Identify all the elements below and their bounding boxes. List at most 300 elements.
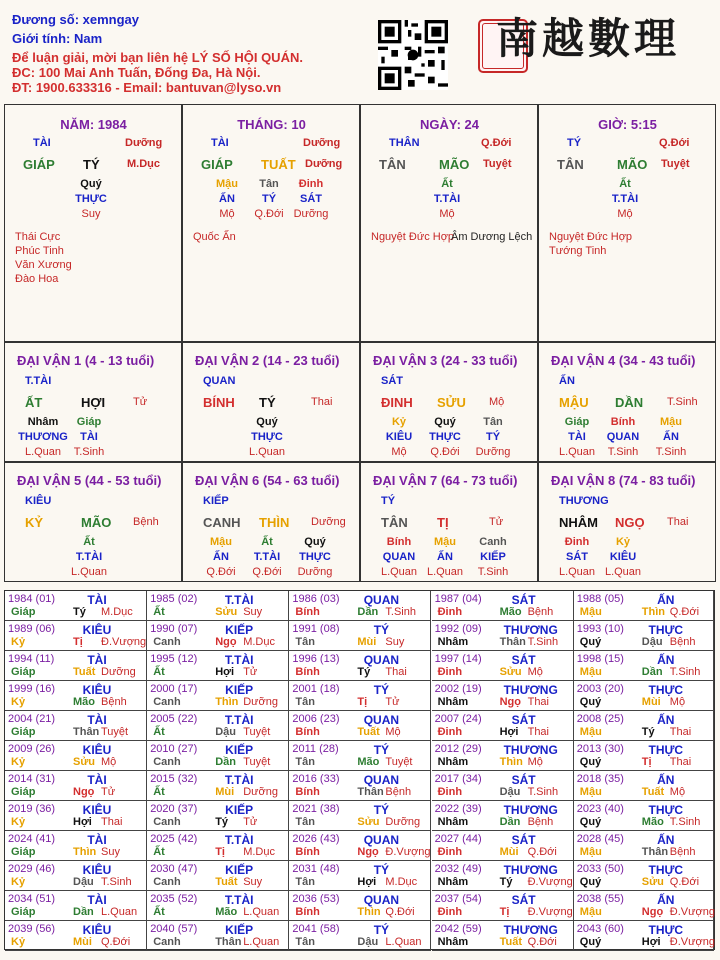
year-label: 2018 (35) (576, 773, 624, 785)
year-star: SÁT (511, 773, 536, 787)
year-can: Ất (153, 846, 165, 858)
year-star: QUAN (363, 893, 400, 907)
year-life-stage: Bệnh (527, 606, 554, 618)
special-star: Tướng Tinh (549, 245, 607, 257)
year-chi: Tý (641, 726, 655, 738)
dai-van-star: TÝ (381, 495, 396, 507)
year-chi: Hợi (357, 876, 377, 888)
year-life-stage: Tử (243, 816, 258, 828)
hidden-stem: Bính (386, 536, 412, 548)
hidden-stem: Ất (441, 178, 453, 190)
year-chi: Sửu (499, 666, 522, 678)
ten-god: ẤN (213, 551, 229, 563)
year-star: ẤN (657, 713, 675, 727)
special-star: Nguyệt Đức Hợp (371, 231, 455, 243)
year-label: 2028 (45) (576, 833, 624, 845)
special-star: Quốc Ấn (193, 231, 236, 243)
year-chi: Thìn (215, 696, 239, 708)
year-star: KIẾP (225, 743, 254, 757)
year-life-stage: Mộ (101, 756, 117, 768)
dai-van-phase: Thai (667, 516, 689, 528)
year-star: SÁT (511, 713, 536, 727)
year-label: 2009 (26) (8, 743, 56, 755)
year-chi: Ngọ (357, 846, 379, 858)
life-stage: L.Quan (248, 446, 286, 458)
year-cell (432, 591, 574, 621)
year-cell (574, 771, 714, 801)
year-can: Tân (295, 756, 315, 768)
year-cell (574, 651, 714, 681)
year-can: Giáp (11, 786, 36, 798)
year-label: 2003 (20) (576, 683, 624, 695)
year-cell (289, 801, 431, 831)
year-star: TÀI (87, 653, 107, 667)
ten-god: THỰC (251, 431, 283, 443)
year-chi: Mùi (641, 696, 661, 708)
dai-van-chi: THÌN (259, 515, 290, 530)
life-stage: L.Quan (380, 566, 418, 578)
year-life-stage: Đ.Vượng (101, 636, 147, 648)
year-can: Quý (579, 696, 602, 708)
year-cell (432, 801, 574, 831)
life-stage: L.Quan (426, 566, 464, 578)
year-life-stage: Q.Đới (101, 936, 131, 948)
year-can: Ất (153, 606, 165, 618)
year-chi: Tý (215, 816, 229, 828)
year-star: TÝ (373, 863, 390, 877)
year-can: Ất (153, 666, 165, 678)
year-cell (432, 861, 574, 891)
year-star: KIÊU (82, 803, 112, 817)
year-can: Mậu (579, 726, 602, 738)
year-star: TÝ (373, 623, 390, 637)
year-chi: Thân (499, 636, 526, 648)
dai-van-box (4, 342, 182, 462)
dai-van-box (538, 462, 716, 582)
year-cell (289, 891, 431, 921)
year-label: 2023 (40) (576, 803, 624, 815)
year-star: KIẾP (225, 683, 254, 697)
hidden-stem: Quý (80, 178, 102, 190)
dai-van-can: TÂN (381, 515, 408, 530)
year-cell (5, 771, 147, 801)
ten-god: ẤN (219, 193, 235, 205)
year-chi: Mão (215, 906, 238, 918)
qr-code-icon[interactable] (378, 20, 448, 90)
pillar-chi: TUẤT (261, 157, 296, 172)
dai-van-can: BÍNH (203, 395, 235, 410)
ten-god: TÀI (568, 431, 586, 443)
year-label: 2043 (60) (576, 923, 624, 935)
pillar-title: NGÀY: 24 (420, 117, 479, 132)
year-can: Quý (579, 936, 602, 948)
year-life-stage: Tử (243, 666, 258, 678)
year-chi: Sửu (357, 816, 380, 828)
year-cell (574, 861, 714, 891)
year-label: 2008 (25) (576, 713, 624, 725)
pillar-star-note: Dưỡng (125, 137, 163, 149)
life-stage: T.Sinh (477, 566, 509, 578)
year-star: TÀI (87, 893, 107, 907)
year-chi: Tị (357, 696, 368, 708)
year-cell (5, 741, 147, 771)
hidden-stem: Giáp (564, 416, 590, 428)
year-star: KIẾP (225, 623, 254, 637)
year-cell (147, 681, 289, 711)
year-label: 2034 (51) (8, 893, 56, 905)
dai-van-star: T.TÀI (25, 375, 52, 387)
hidden-stem: Mậu (210, 536, 232, 548)
hidden-stem: Kỷ (391, 416, 407, 428)
year-label: 1993 (10) (576, 623, 624, 635)
year-life-stage: Suy (243, 876, 263, 888)
year-star: TÀI (87, 833, 107, 847)
year-can: Tân (295, 816, 315, 828)
dai-van-star: KIẾP (203, 495, 229, 507)
dai-van-box (360, 462, 538, 582)
dai-van-star: ẤN (559, 375, 575, 387)
year-life-stage: Mộ (669, 696, 686, 708)
year-label: 2030 (47) (150, 863, 198, 875)
dai-van-phase: T.Sinh (667, 396, 698, 408)
year-star: THƯƠNG (503, 683, 558, 697)
pillar-box (4, 104, 182, 342)
year-cell (147, 591, 289, 621)
year-star: THƯƠNG (503, 863, 558, 877)
year-star: KIÊU (82, 623, 112, 637)
pillar-can: GIÁP (201, 157, 233, 172)
year-label: 1984 (01) (8, 593, 56, 605)
year-can: Mậu (579, 786, 602, 798)
year-label: 1999 (16) (8, 683, 56, 695)
year-chi: Tuất (73, 666, 96, 678)
year-life-stage: Bệnh (669, 846, 696, 858)
year-star: ẤN (657, 653, 675, 667)
year-star: TÝ (373, 683, 390, 697)
year-star: THƯƠNG (503, 743, 558, 757)
year-star: SÁT (511, 593, 536, 607)
year-label: 2024 (41) (8, 833, 56, 845)
dai-van-can: ĐINH (381, 395, 413, 410)
year-can: Kỷ (11, 756, 26, 768)
year-cell (289, 771, 431, 801)
dai-van-star: SÁT (381, 375, 403, 387)
hidden-stem: Quý (304, 536, 326, 548)
year-cell (574, 891, 714, 921)
year-life-stage: L.Quan (101, 906, 138, 918)
year-can: Nhâm (437, 816, 469, 828)
year-life-stage: Tuyệt (243, 756, 271, 768)
hidden-stem: Giáp (76, 416, 102, 428)
year-chi: Thân (357, 786, 384, 798)
year-chi: Ngọ (73, 786, 95, 798)
year-star: KIẾP (225, 803, 254, 817)
year-star: ẤN (657, 893, 675, 907)
year-label: 2005 (22) (150, 713, 198, 725)
year-chi: Hợi (73, 816, 92, 828)
year-chi: Hợi (499, 726, 519, 738)
year-label: 2038 (55) (576, 893, 624, 905)
annual-luck-grid (4, 590, 715, 950)
life-stage: L.Quan (24, 446, 62, 458)
year-life-stage: Mộ (669, 786, 686, 798)
year-cell (432, 741, 574, 771)
pillar-chi-note: Tuyệt (661, 158, 690, 170)
year-star: KIẾP (225, 923, 254, 937)
year-can: Bính (295, 726, 320, 738)
year-label: 1988 (05) (576, 593, 624, 605)
dai-van-chi: NGỌ (615, 515, 645, 530)
year-star: T.TÀI (224, 653, 254, 667)
year-life-stage: Tuyệt (243, 726, 271, 738)
year-life-stage: Q.Đới (669, 606, 700, 618)
owner-name: Đương số: xemngay (12, 12, 140, 27)
year-star: QUAN (363, 773, 400, 787)
phone-email[interactable]: ĐT: 1900.633316 - Email: bantuvan@lyso.vn (12, 80, 282, 95)
year-label: 2001 (18) (292, 683, 340, 695)
year-can: Ất (153, 726, 165, 738)
dai-van-box (4, 462, 182, 582)
year-chi: Tị (215, 846, 225, 858)
year-star: KIÊU (82, 743, 112, 757)
year-life-stage: Mộ (527, 756, 543, 768)
year-cell (147, 741, 289, 771)
dai-van-phase: Tử (489, 516, 504, 528)
year-cell (147, 711, 289, 741)
pillar-star: TÀI (211, 137, 229, 149)
year-cell (432, 711, 574, 741)
year-cell (5, 891, 147, 921)
year-life-stage: T.Sinh (101, 876, 132, 888)
year-cell (147, 801, 289, 831)
dai-van-box (182, 342, 360, 462)
year-star: THƯƠNG (503, 923, 558, 937)
hidden-stem: Mậu (216, 178, 238, 190)
year-life-stage: Suy (101, 846, 120, 858)
year-star: KIÊU (82, 863, 112, 877)
hidden-stem: Tân (483, 416, 503, 428)
year-can: Bính (295, 606, 320, 618)
year-life-stage: Suy (243, 606, 263, 618)
year-label: 1992 (09) (434, 623, 482, 635)
year-life-stage: Thai (101, 816, 123, 828)
year-can: Bính (295, 786, 320, 798)
year-cell (289, 681, 431, 711)
year-star: TÝ (373, 743, 390, 757)
year-cell (289, 591, 431, 621)
ten-god: T.TÀI (433, 193, 461, 205)
header (0, 0, 720, 100)
dai-van-title: ĐẠI VẬN 7 (64 - 73 tuổi) (373, 473, 518, 488)
year-label: 2017 (34) (434, 773, 482, 785)
year-cell (289, 921, 431, 951)
year-chi: Mùi (215, 786, 235, 798)
year-can: Giáp (11, 606, 36, 618)
year-cell (574, 831, 714, 861)
hidden-stem: Kỷ (615, 536, 631, 548)
year-label: 1995 (12) (150, 653, 198, 665)
year-label: 2004 (21) (8, 713, 56, 725)
year-star: THỰC (648, 623, 684, 637)
pillar-star-note: Q.Đới (659, 137, 690, 149)
year-star: QUAN (363, 653, 400, 667)
year-cell (5, 651, 147, 681)
year-cell (5, 831, 147, 861)
life-stage: L.Quan (70, 566, 108, 578)
ten-god: QUAN (382, 551, 416, 563)
year-life-stage: Dưỡng (243, 696, 278, 708)
year-label: 2006 (23) (292, 713, 340, 725)
ten-god: T.TÀI (75, 551, 103, 563)
year-label: 1986 (03) (292, 593, 340, 605)
year-chi: Thìn (641, 606, 666, 618)
hidden-stem: Tân (259, 178, 279, 190)
year-label: 2037 (54) (434, 893, 482, 905)
life-stage: Suy (81, 208, 101, 220)
year-can: Mậu (579, 846, 602, 858)
year-can: Mậu (579, 906, 602, 918)
year-label: 2007 (24) (434, 713, 482, 725)
year-can: Bính (295, 666, 320, 678)
year-star: KIẾP (225, 863, 254, 877)
year-cell (432, 921, 574, 951)
year-chi: Dậu (73, 876, 94, 888)
year-label: 1998 (15) (576, 653, 624, 665)
year-chi: Tị (73, 636, 83, 648)
ten-god: SÁT (300, 193, 322, 205)
ten-god: KIẾP (480, 551, 506, 563)
brand-logo: 南越數理 (496, 14, 681, 63)
life-stage: L.Quan (558, 446, 596, 458)
dai-van-box (182, 462, 360, 582)
year-label: 2032 (49) (434, 863, 482, 875)
year-cell (574, 741, 714, 771)
year-life-stage: T.Sinh (669, 816, 701, 828)
year-label: 2021 (38) (292, 803, 340, 815)
year-life-stage: L.Quan (243, 906, 280, 918)
year-can: Tân (295, 876, 315, 888)
year-life-stage: Đ.Vượng (669, 906, 715, 918)
year-chi: Mùi (357, 636, 377, 648)
pillar-chi-note: Dưỡng (305, 158, 343, 170)
year-star: THƯƠNG (503, 803, 558, 817)
year-life-stage: T.Sinh (669, 666, 701, 678)
ten-god: TÀI (80, 431, 98, 443)
year-label: 2020 (37) (150, 803, 198, 815)
year-cell (432, 651, 574, 681)
year-cell (147, 621, 289, 651)
year-can: Tân (295, 636, 315, 648)
year-chi: Mùi (73, 936, 92, 948)
year-chi: Mão (499, 606, 522, 618)
year-star: THƯƠNG (503, 623, 558, 637)
life-stage: Q.Đới (254, 208, 284, 220)
year-cell (289, 651, 431, 681)
year-label: 2042 (59) (434, 923, 482, 935)
year-label: 2012 (29) (434, 743, 482, 755)
year-life-stage: Tuyệt (101, 726, 129, 738)
year-life-stage: Bệnh (527, 816, 554, 828)
year-chi: Tuất (641, 786, 665, 798)
year-chi: Hợi (215, 666, 235, 678)
life-stage: T.Sinh (655, 446, 687, 458)
year-label: 1996 (13) (292, 653, 340, 665)
year-label: 2029 (46) (8, 863, 56, 875)
year-label: 2033 (50) (576, 863, 624, 875)
year-life-stage: Q.Đới (669, 876, 700, 888)
year-label: 2002 (19) (434, 683, 482, 695)
life-stage: Mộ (391, 446, 407, 458)
dai-van-box (538, 342, 716, 462)
ten-god: QUAN (606, 431, 640, 443)
year-label: 1991 (08) (292, 623, 340, 635)
dai-van-title: ĐẠI VẬN 3 (24 - 33 tuổi) (373, 353, 518, 368)
year-chi: Dậu (215, 726, 236, 738)
pillar-title: THÁNG: 10 (237, 117, 306, 132)
pillar-title: GIỜ: 5:15 (598, 117, 657, 132)
dai-van-chi: TỊ (437, 515, 449, 530)
year-chi: Sửu (641, 876, 664, 888)
year-cell (5, 681, 147, 711)
year-cell (289, 741, 431, 771)
year-cell (147, 861, 289, 891)
life-stage: Dưỡng (297, 566, 333, 578)
year-life-stage: Thai (669, 756, 692, 768)
year-label: 2000 (17) (150, 683, 198, 695)
year-can: Đinh (437, 906, 463, 918)
dai-van-can: KỶ (25, 515, 44, 530)
year-star: QUAN (363, 833, 400, 847)
year-cell (147, 651, 289, 681)
ten-god: SÁT (566, 551, 588, 563)
year-star: QUAN (363, 713, 400, 727)
ten-god: THỰC (299, 551, 331, 563)
year-cell (147, 891, 289, 921)
year-life-stage: Bệnh (101, 696, 127, 708)
dai-van-chi: SỬU (437, 395, 466, 410)
year-life-stage: Tử (385, 696, 400, 708)
year-can: Giáp (11, 666, 36, 678)
year-can: Canh (153, 696, 181, 708)
year-can: Đinh (437, 846, 463, 858)
year-cell (5, 591, 147, 621)
dai-van-title: ĐẠI VẬN 5 (44 - 53 tuổi) (17, 473, 162, 488)
year-cell (5, 711, 147, 741)
special-star: Âm Dương Lệch (451, 231, 533, 243)
year-can: Canh (153, 816, 181, 828)
year-cell (289, 711, 431, 741)
year-can: Nhâm (437, 936, 469, 948)
year-star: TÝ (373, 923, 390, 937)
hidden-stem: Bính (610, 416, 636, 428)
year-life-stage: M.Dục (385, 876, 418, 888)
year-label: 2026 (43) (292, 833, 340, 845)
year-label: 2041 (58) (292, 923, 340, 935)
year-life-stage: Q.Đới (527, 846, 557, 858)
year-chi: Hợi (641, 936, 661, 948)
year-label: 2010 (27) (150, 743, 198, 755)
year-label: 1985 (02) (150, 593, 198, 605)
year-star: T.TÀI (224, 593, 254, 607)
pillar-can: TÂN (557, 157, 584, 172)
year-chi: Tý (357, 666, 371, 678)
year-chi: Dần (499, 816, 521, 828)
year-cell (5, 621, 147, 651)
year-chi: Sửu (73, 756, 96, 768)
special-star: Nguyệt Đức Hợp (549, 231, 633, 243)
year-cell (432, 681, 574, 711)
year-star: T.TÀI (224, 713, 254, 727)
